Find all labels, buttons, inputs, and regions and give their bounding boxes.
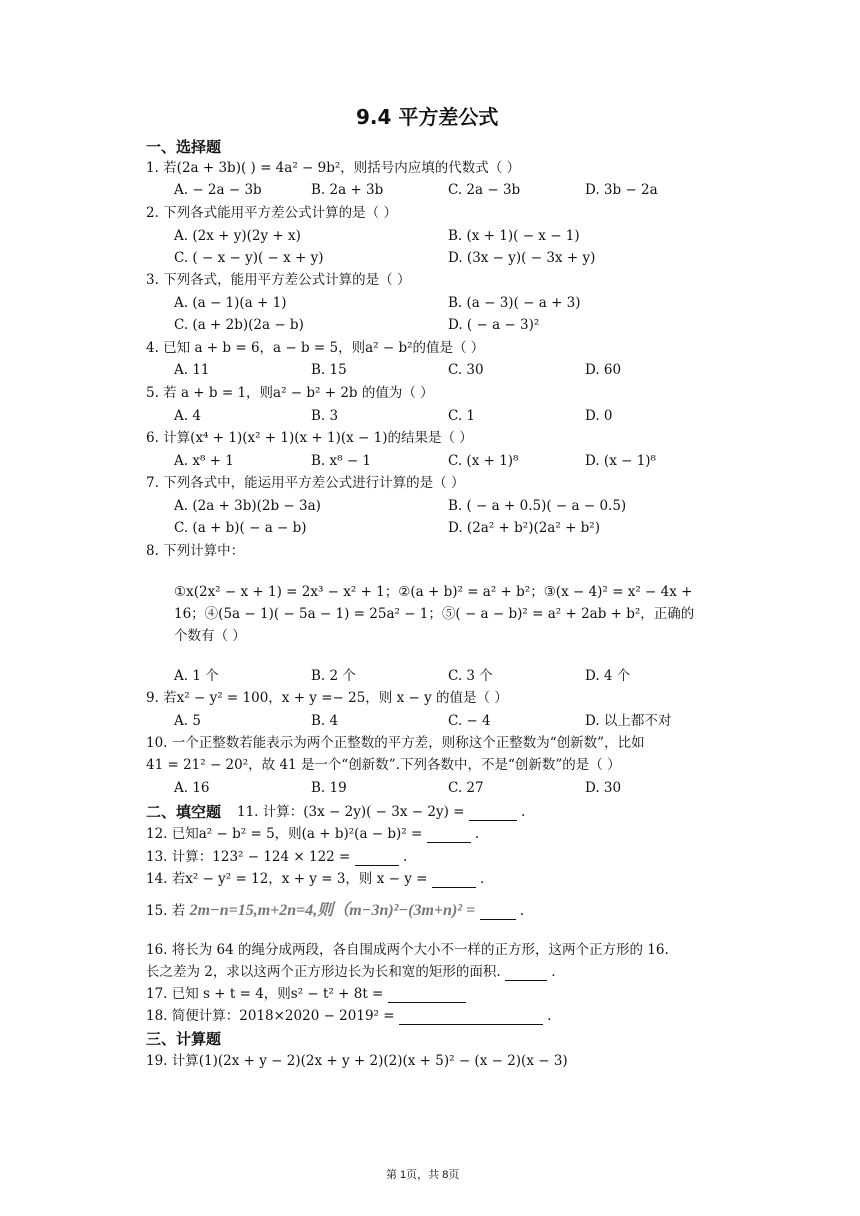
question-stem: 8. 下列计算中：: [146, 543, 245, 559]
answer-blank[interactable]: [505, 966, 547, 981]
option-a: A. x⁸ + 1: [174, 453, 234, 469]
question-tail: .: [551, 964, 556, 980]
option-a: A. (2a + 3b)(2b − 3a): [174, 498, 321, 514]
question-14: [146, 870, 484, 888]
option-c: C. − 4: [448, 713, 491, 729]
option-a: A. (a − 1)(a + 1): [174, 295, 287, 311]
question-stem: 11. 计算：(3x − 2y)( − 3x − 2y) =: [237, 804, 465, 820]
equation-image: 2m−n=15,m+2n=4,则（m−3n)²−(3m+n)² =: [189, 902, 476, 919]
option-b: B. ( − a + 0.5)( − a − 0.5): [448, 498, 627, 514]
option-b: B. x⁸ − 1: [311, 453, 372, 469]
option-a: A. 11: [174, 362, 210, 378]
option-b: B. 2 个: [311, 668, 356, 684]
option-d: D. (3x − y)( − 3x + y): [448, 250, 596, 266]
question-tail: .: [402, 849, 408, 865]
page-title: 9.4 平方差公式: [356, 105, 499, 129]
answer-blank[interactable]: [432, 873, 476, 888]
question-13: [146, 848, 407, 866]
question-stem: 长之差为 2，求以这两个正方形边长为长和宽的矩形的面积.: [146, 964, 501, 980]
question-stem: 16. 将长为 64 的绳分成两段，各自围成两个大小不一样的正方形，这两个正方形的 16.: [146, 942, 669, 958]
question-stem: 3. 下列各式，能用平方差公式计算的是（ ）: [146, 272, 411, 288]
section-heading-choice: 一、选择题: [146, 138, 222, 156]
question-stem: 13. 计算：123² − 124 × 122 =: [146, 849, 351, 865]
section-heading-calc: 三、计算题: [146, 1030, 222, 1048]
option-d: D. ( − a − 3)²: [448, 317, 540, 333]
question-stem-line2: [146, 963, 556, 981]
question-12: [146, 825, 479, 843]
option-b: B. 3: [311, 408, 339, 424]
statement-line: 个数有（ ）: [174, 628, 246, 644]
option-c: C. 30: [448, 362, 484, 378]
question-stem: 7. 下列各式中，能运用平方差公式进行计算的是（ ）: [146, 475, 465, 491]
question-18: [146, 1007, 551, 1025]
question-stem: 10. 一个正整数若能表示为两个正整数的平方差，则称这个正整数为“创新数”，比如: [146, 735, 645, 751]
question-19: 19. 计算(1)(2x + y − 2)(2x + y + 2)(2)(x + 5)² − (x − 2)(x − 3): [146, 1053, 568, 1069]
question-17: [146, 985, 466, 1003]
option-d: D. (2a² + b²)(2a² + b²): [448, 520, 600, 536]
option-a: A. 5: [174, 713, 201, 729]
option-b: B. (a − 3)( − a + 3): [448, 295, 581, 311]
option-b: B. 19: [311, 780, 347, 796]
option-c: C. 27: [448, 780, 484, 796]
question-stem: 15. 若: [146, 903, 186, 919]
option-d: D. 30: [585, 780, 622, 796]
answer-blank[interactable]: [469, 806, 517, 821]
question-stem: 18. 简便计算：2018×2020 − 2019² =: [146, 1008, 395, 1024]
section-heading-fill: 二、填空题: [146, 803, 222, 821]
answer-blank[interactable]: [355, 851, 399, 866]
page-footer: 第 1页，共 8页: [386, 1169, 460, 1181]
option-a: A. 16: [174, 780, 210, 796]
question-tail: .: [521, 804, 526, 820]
option-d: D. (x − 1)⁸: [585, 453, 656, 469]
option-a: A. − 2a − 3b: [174, 182, 262, 198]
option-b: B. 15: [311, 362, 347, 378]
option-a: A. 1 个: [174, 668, 219, 684]
answer-blank[interactable]: [399, 1010, 543, 1025]
question-stem: 4. 已知 a + b = 6，a − b = 5，则a² − b²的值是（ ）: [146, 340, 485, 356]
question-tail: .: [519, 903, 525, 919]
question-stem: 14. 若x² − y² = 12，x + y = 3，则 x − y =: [146, 871, 428, 887]
option-a: A. (2x + y)(2y + x): [174, 228, 301, 244]
option-a: A. 4: [174, 408, 201, 424]
option-d: D. 0: [585, 408, 613, 424]
option-d: D. 3b − 2a: [585, 182, 658, 198]
question-tail: .: [474, 826, 480, 842]
question-stem: 5. 若 a + b = 1，则a² − b² + 2b 的值为（ ）: [146, 385, 434, 401]
statement-line: ①x(2x² − x + 1) = 2x³ − x² + 1；②(a + b)² = a² + b²；③(x − 4)² = x² − 4x +: [174, 584, 693, 600]
option-b: B. 2a + 3b: [311, 182, 384, 198]
question-tail: .: [547, 1008, 552, 1024]
option-d: D. 以上都不对: [585, 713, 672, 729]
option-d: D. 4 个: [585, 668, 631, 684]
option-c: C. (x + 1)⁸: [448, 453, 519, 469]
answer-blank[interactable]: [388, 988, 466, 1003]
question-stem: 41 = 21² − 20²，故 41 是一个“创新数”.下列各数中，不是“创新数”的是（ ）: [146, 757, 621, 773]
answer-blank[interactable]: [480, 905, 516, 920]
question-stem: 12. 已知a² − b² = 5，则(a + b)²(a − b)² =: [146, 826, 423, 842]
option-c: C. (a + b)( − a − b): [174, 520, 307, 536]
option-c: C. (a + 2b)(2a − b): [174, 317, 304, 333]
option-c: C. 3 个: [448, 668, 493, 684]
question-stem: 9. 若x² − y² = 100，x + y =− 25，则 x − y 的值是（ ）: [146, 690, 508, 706]
answer-blank[interactable]: [427, 828, 471, 843]
option-c: C. 1: [448, 408, 476, 424]
question-11: [237, 803, 525, 821]
option-d: D. 60: [585, 362, 622, 378]
question-stem: 6. 计算(x⁴ + 1)(x² + 1)(x + 1)(x − 1)的结果是（ ）: [146, 430, 473, 446]
question-tail: .: [480, 871, 485, 887]
question-stem: 17. 已知 s + t = 4，则s² − t² + 8t =: [146, 986, 384, 1002]
option-c: C. 2a − 3b: [448, 182, 521, 198]
option-c: C. ( − x − y)( − x + y): [174, 250, 324, 266]
statement-line: 16；④(5a − 1)( − 5a − 1) = 25a² − 1；⑤( − a − b)² = a² + 2ab + b²，正确的: [174, 606, 695, 622]
option-b: B. 4: [311, 713, 339, 729]
question-stem: 1. 若(2a + 3b)( ) = 4a² − 9b²，则括号内应填的代数式（ ）: [146, 160, 521, 176]
question-15: [146, 902, 524, 920]
option-b: B. (x + 1)( − x − 1): [448, 228, 580, 244]
question-stem: 2. 下列各式能用平方差公式计算的是（ ）: [146, 205, 397, 221]
